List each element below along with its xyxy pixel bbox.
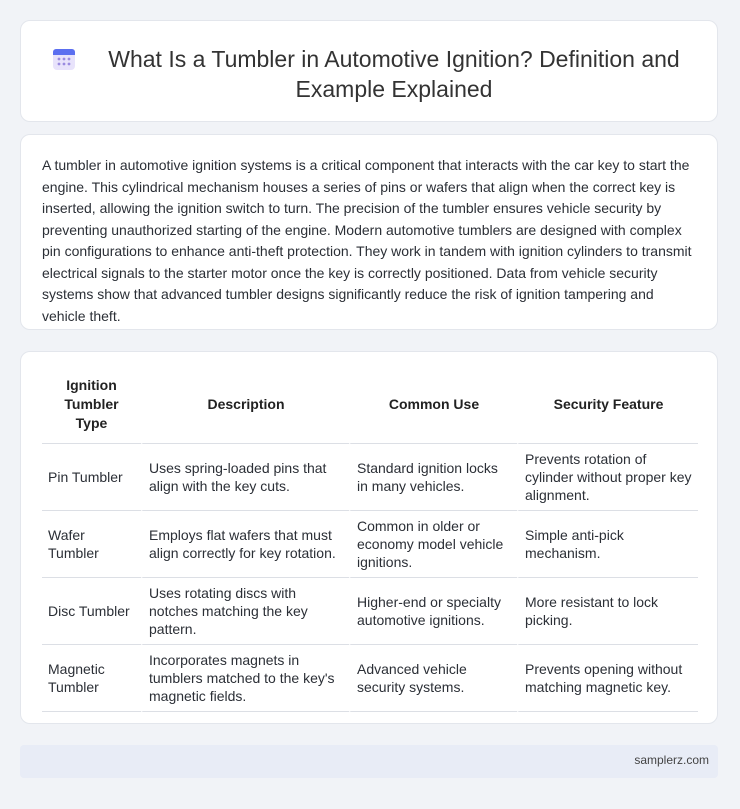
column-header-description: Description xyxy=(141,366,349,444)
cell-type: Pin Tumbler xyxy=(42,444,141,511)
cell-common-use: Higher-end or specialty automotive ignitions. xyxy=(349,578,517,645)
cell-type: Wafer Tumbler xyxy=(42,511,141,578)
cell-common-use: Common in older or economy model vehicle ignitions. xyxy=(349,511,517,578)
column-header-common-use: Common Use xyxy=(349,366,517,444)
cell-type: Magnetic Tumbler xyxy=(42,645,141,712)
cell-description: Employs flat wafers that must align correctly for key rotation. xyxy=(141,511,349,578)
cell-security-feature: Simple anti-pick mechanism. xyxy=(517,511,698,578)
table-row xyxy=(42,578,698,645)
column-header-type: Ignition Tumbler Type xyxy=(42,366,141,444)
table-header-row xyxy=(42,366,698,444)
table-row xyxy=(42,511,698,578)
table-card xyxy=(20,351,718,724)
title-card xyxy=(20,20,718,122)
cell-security-feature: Prevents rotation of cylinder without proper key alignment. xyxy=(517,444,698,511)
cell-security-feature: More resistant to lock picking. xyxy=(517,578,698,645)
cell-common-use: Advanced vehicle security systems. xyxy=(349,645,517,712)
cell-description: Uses spring-loaded pins that align with the key cuts. xyxy=(141,444,349,511)
cell-description: Uses rotating discs with notches matching the key pattern. xyxy=(141,578,349,645)
cell-security-feature: Prevents opening without matching magnetic key. xyxy=(517,645,698,712)
column-header-security-feature: Security Feature xyxy=(517,366,698,444)
tumbler-table xyxy=(42,366,698,712)
cell-type: Disc Tumbler xyxy=(42,578,141,645)
table-row xyxy=(42,645,698,712)
calendar-icon xyxy=(51,46,77,72)
cell-description: Incorporates magnets in tumblers matched to the key's magnetic fields. xyxy=(141,645,349,712)
footer-site-link[interactable]: samplerz.com xyxy=(634,753,709,767)
table-row xyxy=(42,444,698,511)
footer xyxy=(20,745,718,778)
page-title: What Is a Tumbler in Automotive Ignition? Definition and Example Explained xyxy=(108,46,680,102)
cell-common-use: Standard ignition locks in many vehicles. xyxy=(349,444,517,511)
intro-card xyxy=(20,134,718,330)
intro-paragraph: A tumbler in automotive ignition systems is a critical component that interacts with the car key to start the engine. This cylindrical mechanism houses a series of pins or wafers that align when the correct key is inserted, allowing the ignition switch to turn. The precision of the tumbler ensures vehicle security by preventing unauthorized starting of the engine. Modern automotive tumblers are designed with complex pin configurations to enhance anti-theft protection. They work in tandem with ignition cylinders to transmit electrical signals to the starter motor once the key is correctly positioned. Data from vehicle security systems show that advanced tumbler designs significantly reduce the risk of ignition tampering and vehicle theft. xyxy=(42,157,692,324)
